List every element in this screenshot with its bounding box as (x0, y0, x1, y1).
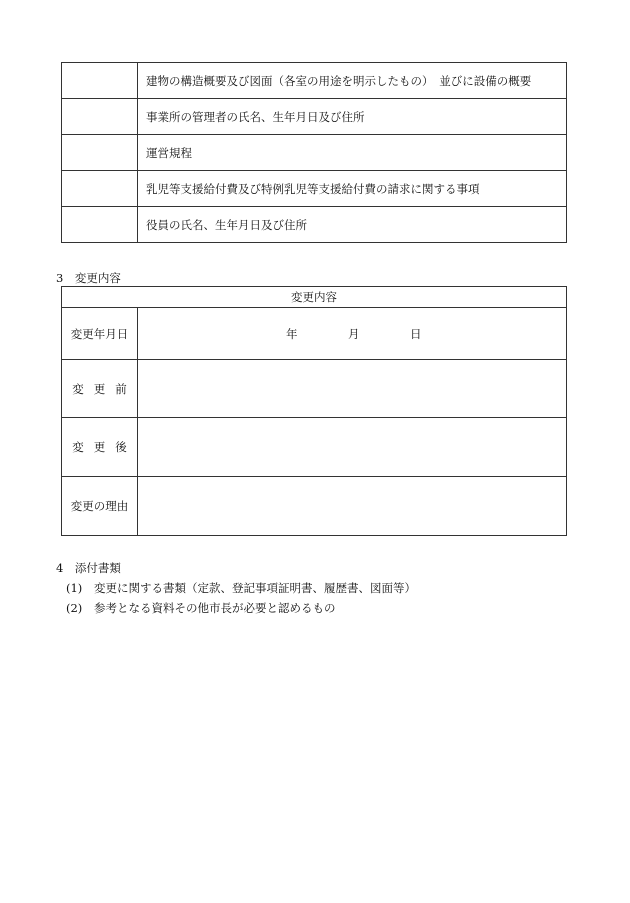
list-item-number: (2) (66, 601, 83, 615)
change-reason-field[interactable] (138, 477, 567, 536)
item-label: 建物の構造概要及び図面（各室の用途を明示したもの） 並びに設備の概要 (138, 63, 567, 99)
before-change-field[interactable] (138, 360, 567, 418)
check-cell (62, 171, 138, 207)
check-cell (62, 135, 138, 171)
month-label: 月 (348, 326, 360, 341)
change-items-table (61, 62, 567, 243)
year-label: 年 (286, 326, 298, 341)
check-cell (62, 207, 138, 243)
after-change-field[interactable] (138, 418, 567, 477)
table-row (62, 99, 567, 135)
day-label: 日 (410, 326, 422, 341)
change-date-field[interactable] (138, 308, 567, 360)
list-item-text: 参考となる資料その他市長が必要と認めるもの (94, 601, 336, 615)
item-label: 乳児等支援給付費及び特例乳児等支援給付費の請求に関する事項 (138, 171, 567, 207)
table-row (62, 207, 567, 243)
change-date-label: 変更年月日 (62, 308, 138, 360)
change-reason-label: 変更の理由 (62, 477, 138, 536)
list-item-number: (1) (66, 581, 83, 595)
after-change-label: 変更後 (62, 418, 138, 477)
table-row (62, 360, 567, 418)
table-row (62, 477, 567, 536)
table-row (62, 308, 567, 360)
table-row (62, 171, 567, 207)
item-label: 役員の氏名、生年月日及び住所 (138, 207, 567, 243)
change-details-table (61, 286, 567, 536)
list-item (66, 600, 336, 616)
section-4-heading: 4 添付書類 (56, 561, 121, 575)
item-label: 事業所の管理者の氏名、生年月日及び住所 (138, 99, 567, 135)
table-row (62, 63, 567, 99)
check-cell (62, 63, 138, 99)
table-row (62, 135, 567, 171)
list-item-text: 変更に関する書類（定款、登記事項証明書、履歴書、図面等） (94, 581, 416, 595)
before-change-label: 変更前 (62, 360, 138, 418)
table-header: 変更内容 (62, 287, 567, 308)
table-header-row (62, 287, 567, 308)
section-3-heading: 3 変更内容 (56, 271, 121, 285)
check-cell (62, 99, 138, 135)
list-item (66, 580, 416, 596)
item-label: 運営規程 (138, 135, 567, 171)
table-row (62, 418, 567, 477)
